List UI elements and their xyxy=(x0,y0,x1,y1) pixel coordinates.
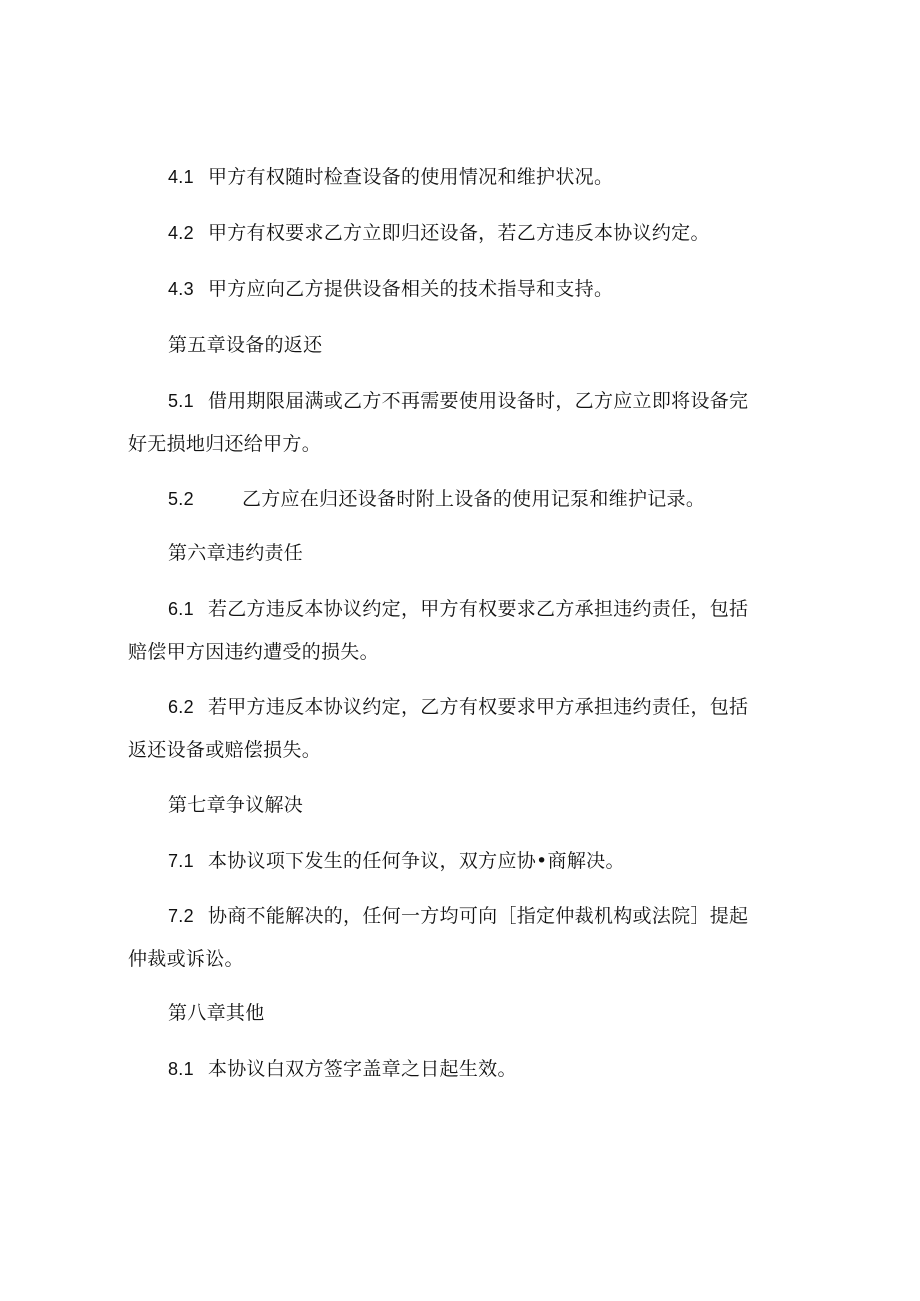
clause-7-2-line-1 xyxy=(168,905,748,927)
clause-text: 本协议项下发生的任何争议，双方应协•商解决。 xyxy=(207,850,625,872)
clause-5-2 xyxy=(168,488,705,510)
clause-text: 甲方应向乙方提供设备相关的技术指导和支持。 xyxy=(207,278,614,300)
clause-number: 6.2 xyxy=(168,697,194,717)
clause-text: 本协议白双方签字盖章之日起生效。 xyxy=(207,1058,517,1080)
clause-4-1 xyxy=(168,166,613,188)
clause-6-1-line-1 xyxy=(168,598,748,620)
clause-5-1-line-1 xyxy=(168,390,748,412)
clause-text: 若乙方违反本协议约定，甲方有权要求乙方承担违约责任，包括 xyxy=(207,598,749,620)
clause-number: 4.3 xyxy=(168,279,194,299)
clause-6-1-line-2: 赔偿甲方因违约遭受的损失。 xyxy=(128,641,379,663)
clause-6-2-line-1 xyxy=(168,696,748,718)
clause-number: 4.1 xyxy=(168,167,194,187)
clause-number: 6.1 xyxy=(168,599,194,619)
clause-5-1-line-2: 好无损地归还给甲方。 xyxy=(128,433,322,455)
clause-number: 5.2 xyxy=(168,489,194,509)
clause-6-2-line-2: 返还设备或赔偿损失。 xyxy=(128,739,322,761)
clause-8-1 xyxy=(168,1058,517,1080)
clause-4-3 xyxy=(168,278,613,300)
clause-text: 协商不能解决的，任何一方均可向［指定仲裁机构或法院］提起 xyxy=(207,905,749,927)
clause-number: 7.1 xyxy=(168,851,194,871)
clause-text: 甲方有权要求乙方立即归还设备，若乙方违反本协议约定。 xyxy=(207,222,710,244)
chapter-8-heading: 第八章其他 xyxy=(168,1002,265,1024)
clause-text: 若甲方违反本协议约定，乙方有权要求甲方承担违约责任，包括 xyxy=(207,696,749,718)
clause-7-2-line-2: 仲裁或诉讼。 xyxy=(128,948,244,970)
clause-4-2 xyxy=(168,222,710,244)
chapter-5-heading: 第五章设备的返还 xyxy=(168,334,323,356)
clause-number: 8.1 xyxy=(168,1059,194,1079)
clause-7-1 xyxy=(168,850,625,872)
clause-text: 乙方应在归还设备时附上设备的使用记泵和维护记录。 xyxy=(241,488,706,510)
clause-number: 4.2 xyxy=(168,223,194,243)
clause-number: 7.2 xyxy=(168,906,194,926)
chapter-6-heading: 第六章违约责任 xyxy=(168,542,304,564)
clause-number: 5.1 xyxy=(168,391,194,411)
clause-text: 甲方有权随时检查设备的使用情况和维护状况。 xyxy=(207,166,614,188)
chapter-7-heading: 第七章争议解决 xyxy=(168,794,304,816)
clause-text: 借用期限届满或乙方不再需要使用设备时，乙方应立即将设备完 xyxy=(207,390,749,412)
